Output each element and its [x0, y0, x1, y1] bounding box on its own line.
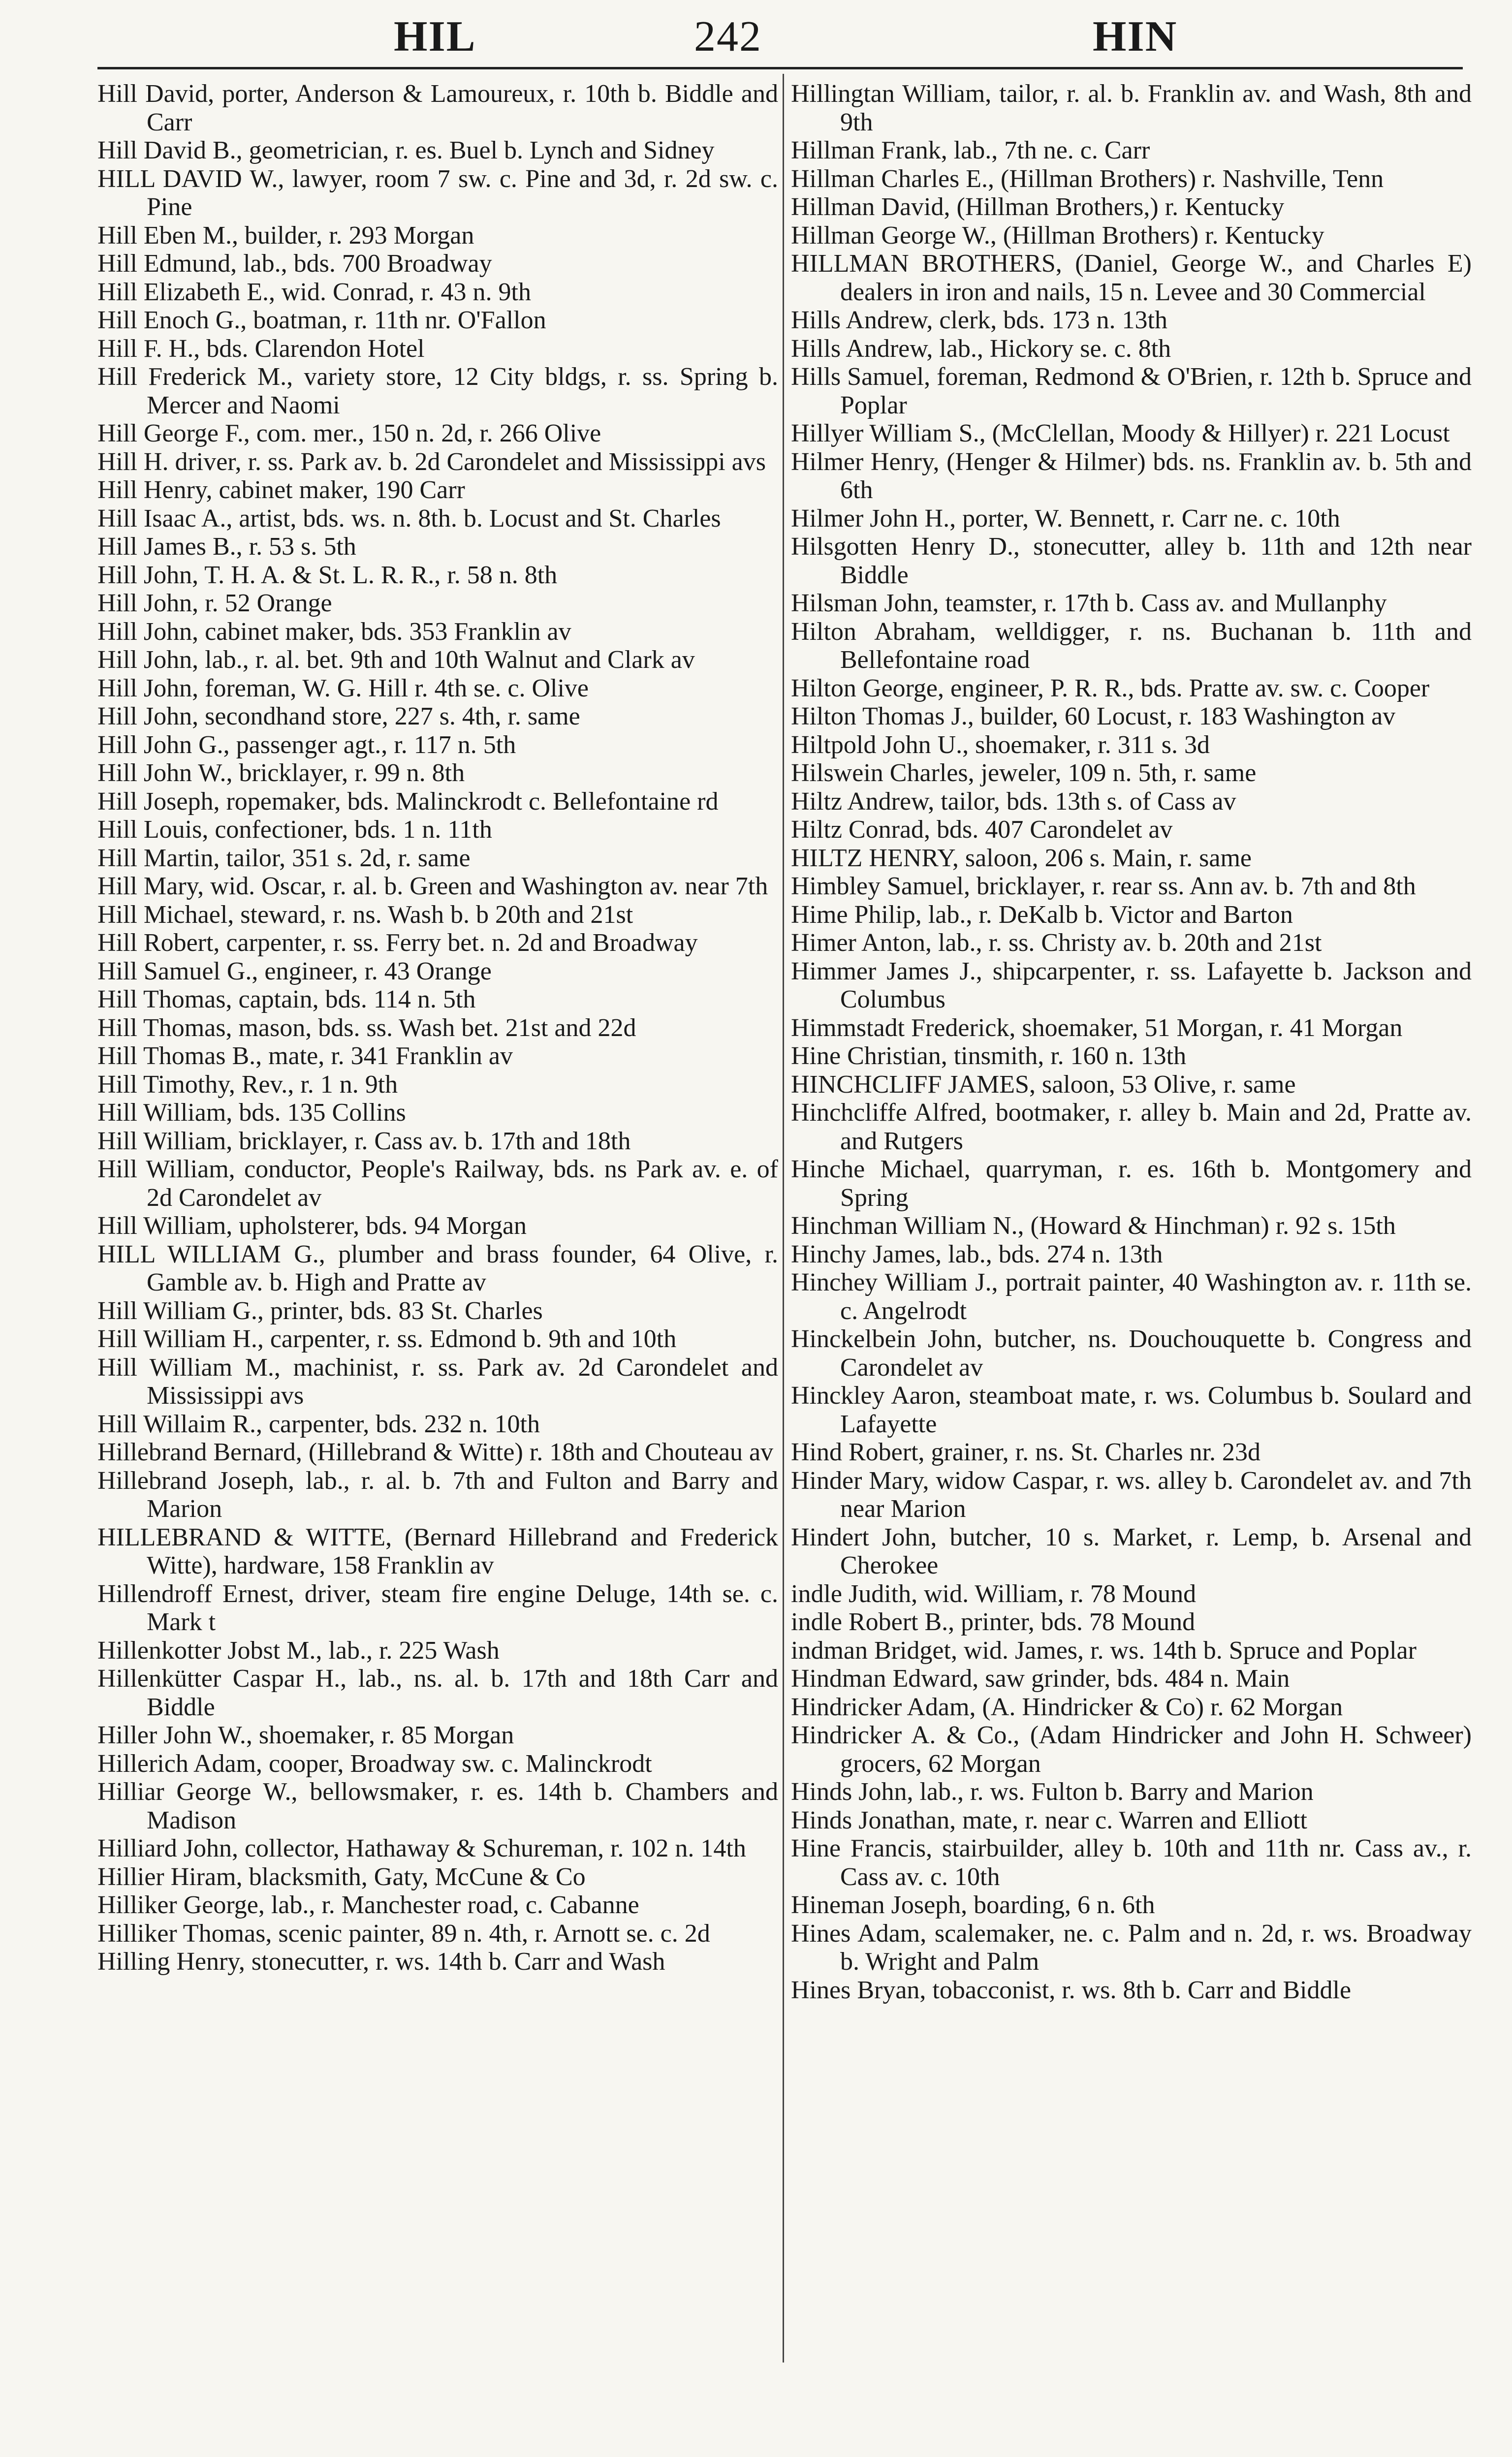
directory-entry: Hillman Charles E., (Hillman Brothers) r. Nashville, Tenn	[791, 164, 1384, 193]
directory-entry: Hindricker Adam, (A. Hindricker & Co) r. 62 Morgan	[791, 1693, 1343, 1721]
running-header	[89, 12, 1463, 66]
page-number: 242	[694, 13, 762, 61]
directory-entry: Hill William, bds. 135 Collins	[97, 1099, 406, 1127]
directory-entry: Hill George F., com. mer., 150 n. 2d, r. 266 Olive	[97, 419, 601, 447]
directory-entry: Hill Henry, cabinet maker, 190 Carr	[97, 476, 465, 504]
directory-entry: Hilton Thomas J., builder, 60 Locust, r. 183 Washington av	[791, 702, 1396, 730]
directory-entry: Hill Thomas, mason, bds. ss. Wash bet. 21st and 22d	[97, 1013, 636, 1042]
directory-entry: Hill Edmund, lab., bds. 700 Broadway	[97, 250, 492, 278]
directory-entry: Hill Mary, wid. Oscar, r. al. b. Green and Washington av. near 7th	[97, 872, 768, 900]
directory-entry: Hill David B., geometrician, r. es. Buel b. Lynch and Sidney	[97, 136, 715, 164]
directory-entry: Hill William G., printer, bds. 83 St. Charles	[97, 1296, 543, 1325]
directory-entry: Hineman Joseph, boarding, 6 n. 6th	[791, 1891, 1155, 1919]
directory-entry: Hiller John W., shoemaker, r. 85 Morgan	[97, 1721, 514, 1749]
directory-entry: Hinchcliffe Alfred, bootmaker, r. alley b. Main and 2d, Pratte av. and Rutgers	[791, 1099, 1472, 1155]
header-left-guide: HIL	[394, 13, 476, 61]
directory-entry: Hindricker A. & Co., (Adam Hindricker and John H. Schweer) grocers, 62 Morgan	[791, 1721, 1472, 1778]
directory-entry: Hiltz Conrad, bds. 407 Carondelet av	[791, 816, 1173, 844]
directory-entry: Hilmer Henry, (Henger & Hilmer) bds. ns. Franklin av. b. 5th and 6th	[791, 447, 1472, 504]
directory-entry: Hine Christian, tinsmith, r. 160 n. 13th	[791, 1042, 1187, 1070]
directory-entry: HILLMAN BROTHERS, (Daniel, George W., and Charles E) dealers in iron and nails, 15 n. Levee and 30 Commercial	[791, 250, 1472, 306]
directory-entry: Hill Frederick M., variety store, 12 City bldgs, r. ss. Spring b. Mercer and Naomi	[97, 363, 778, 419]
directory-entry: Hilton Abraham, welldigger, r. ns. Buchanan b. 11th and Bellefontaine road	[791, 617, 1472, 674]
directory-entry: Hills Samuel, foreman, Redmond & O'Brien, r. 12th b. Spruce and Poplar	[791, 363, 1472, 419]
header-rule	[97, 67, 1463, 69]
directory-entry: Hillingtan William, tailor, r. al. b. Franklin av. and Wash, 8th and 9th	[791, 80, 1472, 136]
directory-entry: Hines Bryan, tobacconist, r. ws. 8th b. Carr and Biddle	[791, 1976, 1352, 2004]
directory-entry: indle Judith, wid. William, r. 78 Mound	[791, 1579, 1197, 1608]
directory-entry: Hill William, conductor, People's Railway, bds. ns Park av. e. of 2d Carondelet av	[97, 1155, 778, 1212]
directory-entry: Hill H. driver, r. ss. Park av. b. 2d Carondelet and Mississippi avs	[97, 447, 766, 476]
directory-entry: Hillman David, (Hillman Brothers,) r. Kentucky	[791, 193, 1285, 221]
directory-entry: Hill John, cabinet maker, bds. 353 Franklin av	[97, 617, 571, 646]
directory-entry: Hill Louis, confectioner, bds. 1 n. 11th	[97, 816, 492, 844]
directory-entry: Hilmer John H., porter, W. Bennett, r. Carr ne. c. 10th	[791, 504, 1340, 533]
directory-entry: Hinchman William N., (Howard & Hinchman) r. 92 s. 15th	[791, 1212, 1396, 1240]
directory-entry: Himmstadt Frederick, shoemaker, 51 Morgan, r. 41 Morgan	[791, 1013, 1403, 1042]
directory-entry: Hill Thomas B., mate, r. 341 Franklin av	[97, 1042, 513, 1070]
directory-entry: Hindert John, butcher, 10 s. Market, r. Lemp, b. Arsenal and Cherokee	[791, 1523, 1472, 1579]
directory-entry: HILTZ HENRY, saloon, 206 s. Main, r. same	[791, 844, 1252, 872]
directory-entry: Hill Enoch G., boatman, r. 11th nr. O'Fallon	[97, 306, 546, 334]
directory-entry: Hill Michael, steward, r. ns. Wash b. b 20th and 21st	[97, 900, 633, 929]
directory-entry: Hilliker George, lab., r. Manchester road, c. Cabanne	[97, 1891, 639, 1919]
directory-entry: Hillendroff Ernest, driver, steam fire engine Deluge, 14th se. c. Mark t	[97, 1579, 778, 1636]
directory-entry: Himer Anton, lab., r. ss. Christy av. b. 20th and 21st	[791, 929, 1322, 957]
directory-entry: Hillerich Adam, cooper, Broadway sw. c. Malinckrodt	[97, 1749, 652, 1778]
directory-entry: Hillebrand Bernard, (Hillebrand & Witte) r. 18th and Chouteau av	[97, 1438, 774, 1466]
directory-entry: Hill Timothy, Rev., r. 1 n. 9th	[97, 1070, 398, 1099]
directory-entry: Hine Francis, stairbuilder, alley b. 10th and 11th nr. Cass av., r. Cass av. c. 10th	[791, 1834, 1472, 1891]
header-right-guide: HIN	[1093, 13, 1178, 61]
directory-entry: HILLEBRAND & WITTE, (Bernard Hillebrand and Frederick Witte), hardware, 158 Franklin av	[97, 1523, 778, 1579]
directory-entry: Hillyer William S., (McClellan, Moody & Hillyer) r. 221 Locust	[791, 419, 1450, 447]
directory-entry: Hill John, lab., r. al. bet. 9th and 10th Walnut and Clark av	[97, 646, 695, 674]
directory-entry: Hill James B., r. 53 s. 5th	[97, 533, 356, 561]
directory-entry: Hinchey William J., portrait painter, 40 Washington av. r. 11th se. c. Angelrodt	[791, 1268, 1472, 1325]
directory-entry: Hill William H., carpenter, r. ss. Edmond b. 9th and 10th	[97, 1325, 677, 1353]
directory-entry: Hinds John, lab., r. ws. Fulton b. Barry and Marion	[791, 1778, 1314, 1806]
directory-entry: Himmer James J., shipcarpenter, r. ss. Lafayette b. Jackson and Columbus	[791, 957, 1472, 1013]
directory-entry: Hill Thomas, captain, bds. 114 n. 5th	[97, 985, 476, 1013]
directory-entry: Hilliker Thomas, scenic painter, 89 n. 4th, r. Arnott se. c. 2d	[97, 1919, 710, 1948]
directory-entry: Hiltz Andrew, tailor, bds. 13th s. of Cass av	[791, 787, 1236, 816]
directory-entry: Hills Andrew, lab., Hickory se. c. 8th	[791, 334, 1171, 363]
directory-entry: Hill Willaim R., carpenter, bds. 232 n. 10th	[97, 1410, 540, 1438]
directory-entry: Hilswein Charles, jeweler, 109 n. 5th, r. same	[791, 759, 1257, 787]
directory-entry: Hill Isaac A., artist, bds. ws. n. 8th. b. Locust and St. Charles	[97, 504, 721, 533]
directory-entry: indman Bridget, wid. James, r. ws. 14th b. Spruce and Poplar	[791, 1636, 1417, 1665]
directory-entry: Hilliard John, collector, Hathaway & Schureman, r. 102 n. 14th	[97, 1834, 746, 1862]
directory-entry: Hill William M., machinist, r. ss. Park av. 2d Carondelet and Mississippi avs	[97, 1353, 778, 1410]
directory-entry: Hines Adam, scalemaker, ne. c. Palm and n. 2d, r. ws. Broadway b. Wright and Palm	[791, 1919, 1472, 1976]
directory-entry: Hill Elizabeth E., wid. Conrad, r. 43 n. 9th	[97, 278, 531, 306]
directory-entry: Hilsman John, teamster, r. 17th b. Cass av. and Mullanphy	[791, 589, 1387, 617]
directory-entry: Hill Martin, tailor, 351 s. 2d, r. same	[97, 844, 471, 872]
directory-entry: Hill John G., passenger agt., r. 117 n. 5th	[97, 730, 516, 759]
directory-entry: Hillebrand Joseph, lab., r. al. b. 7th and Fulton and Barry and Marion	[97, 1466, 778, 1523]
directory-entry: Hillier Hiram, blacksmith, Gaty, McCune & Co	[97, 1862, 586, 1891]
directory-entry: indle Robert B., printer, bds. 78 Mound	[791, 1608, 1196, 1636]
directory-entry: Hillenkütter Caspar H., lab., ns. al. b. 17th and 18th Carr and Biddle	[97, 1665, 778, 1721]
directory-entry: Hilsgotten Henry D., stonecutter, alley b. 11th and 12th near Biddle	[791, 533, 1472, 589]
directory-entry: Himbley Samuel, bricklayer, r. rear ss. Ann av. b. 7th and 8th	[791, 872, 1416, 900]
directory-entry: Hillenkotter Jobst M., lab., r. 225 Wash	[97, 1636, 500, 1665]
directory-entry: Hill William, bricklayer, r. Cass av. b. 17th and 18th	[97, 1127, 631, 1155]
column-divider	[783, 74, 784, 2362]
directory-entry: Hillman Frank, lab., 7th ne. c. Carr	[791, 136, 1150, 164]
directory-entry: Hill John, foreman, W. G. Hill r. 4th se. c. Olive	[97, 674, 589, 702]
directory-entry: Hinds Jonathan, mate, r. near c. Warren and Elliott	[791, 1806, 1307, 1834]
directory-entry: Hinder Mary, widow Caspar, r. ws. alley b. Carondelet av. and 7th near Marion	[791, 1466, 1472, 1523]
directory-entry: Hilling Henry, stonecutter, r. ws. 14th b. Carr and Wash	[97, 1948, 665, 1976]
directory-entry: Hilton George, engineer, P. R. R., bds. Pratte av. sw. c. Cooper	[791, 674, 1430, 702]
directory-entry: Hill F. H., bds. Clarendon Hotel	[97, 334, 425, 363]
directory-entry: Hinchy James, lab., bds. 274 n. 13th	[791, 1240, 1163, 1268]
directory-entry: HILL WILLIAM G., plumber and brass founder, 64 Olive, r. Gamble av. b. High and Pratte av	[97, 1240, 778, 1296]
directory-entry: Hinche Michael, quarryman, r. es. 16th b. Montgomery and Spring	[791, 1155, 1472, 1212]
directory-entry: Hill David, porter, Anderson & Lamoureux, r. 10th b. Biddle and Carr	[97, 80, 778, 136]
directory-entry: HILL DAVID W., lawyer, room 7 sw. c. Pine and 3d, r. 2d sw. c. Pine	[97, 164, 778, 221]
directory-entry: Hill Samuel G., engineer, r. 43 Orange	[97, 957, 492, 985]
directory-entry: Hill Joseph, ropemaker, bds. Malinckrodt c. Bellefontaine rd	[97, 787, 719, 816]
directory-entry: Hind Robert, grainer, r. ns. St. Charles nr. 23d	[791, 1438, 1261, 1466]
directory-entry: Hills Andrew, clerk, bds. 173 n. 13th	[791, 306, 1167, 334]
directory-entry: Hill Eben M., builder, r. 293 Morgan	[97, 221, 474, 250]
directory-entry: Hill William, upholsterer, bds. 94 Morgan	[97, 1212, 527, 1240]
directory-entry: Hinckelbein John, butcher, ns. Douchouquette b. Congress and Carondelet av	[791, 1325, 1472, 1382]
directory-entry: Hill John, r. 52 Orange	[97, 589, 332, 617]
directory-entry: Hime Philip, lab., r. DeKalb b. Victor and Barton	[791, 900, 1293, 929]
directory-entry: Hindman Edward, saw grinder, bds. 484 n. Main	[791, 1665, 1290, 1693]
directory-entry: Hilliar George W., bellowsmaker, r. es. 14th b. Chambers and Madison	[97, 1778, 778, 1834]
directory-entry: HINCHCLIFF JAMES, saloon, 53 Olive, r. same	[791, 1070, 1296, 1099]
right-column	[791, 80, 1472, 2004]
directory-entry: Hill John, secondhand store, 227 s. 4th, r. same	[97, 702, 580, 730]
directory-entry: Hillman George W., (Hillman Brothers) r. Kentucky	[791, 221, 1324, 250]
directory-entry: Hill Robert, carpenter, r. ss. Ferry bet. n. 2d and Broadway	[97, 929, 698, 957]
directory-entry: Hinckley Aaron, steamboat mate, r. ws. Columbus b. Soulard and Lafayette	[791, 1382, 1472, 1438]
directory-entry: Hill John W., bricklayer, r. 99 n. 8th	[97, 759, 465, 787]
left-column	[97, 80, 778, 1976]
directory-entry: Hiltpold John U., shoemaker, r. 311 s. 3d	[791, 730, 1210, 759]
directory-entry: Hill John, T. H. A. & St. L. R. R., r. 58 n. 8th	[97, 561, 558, 589]
